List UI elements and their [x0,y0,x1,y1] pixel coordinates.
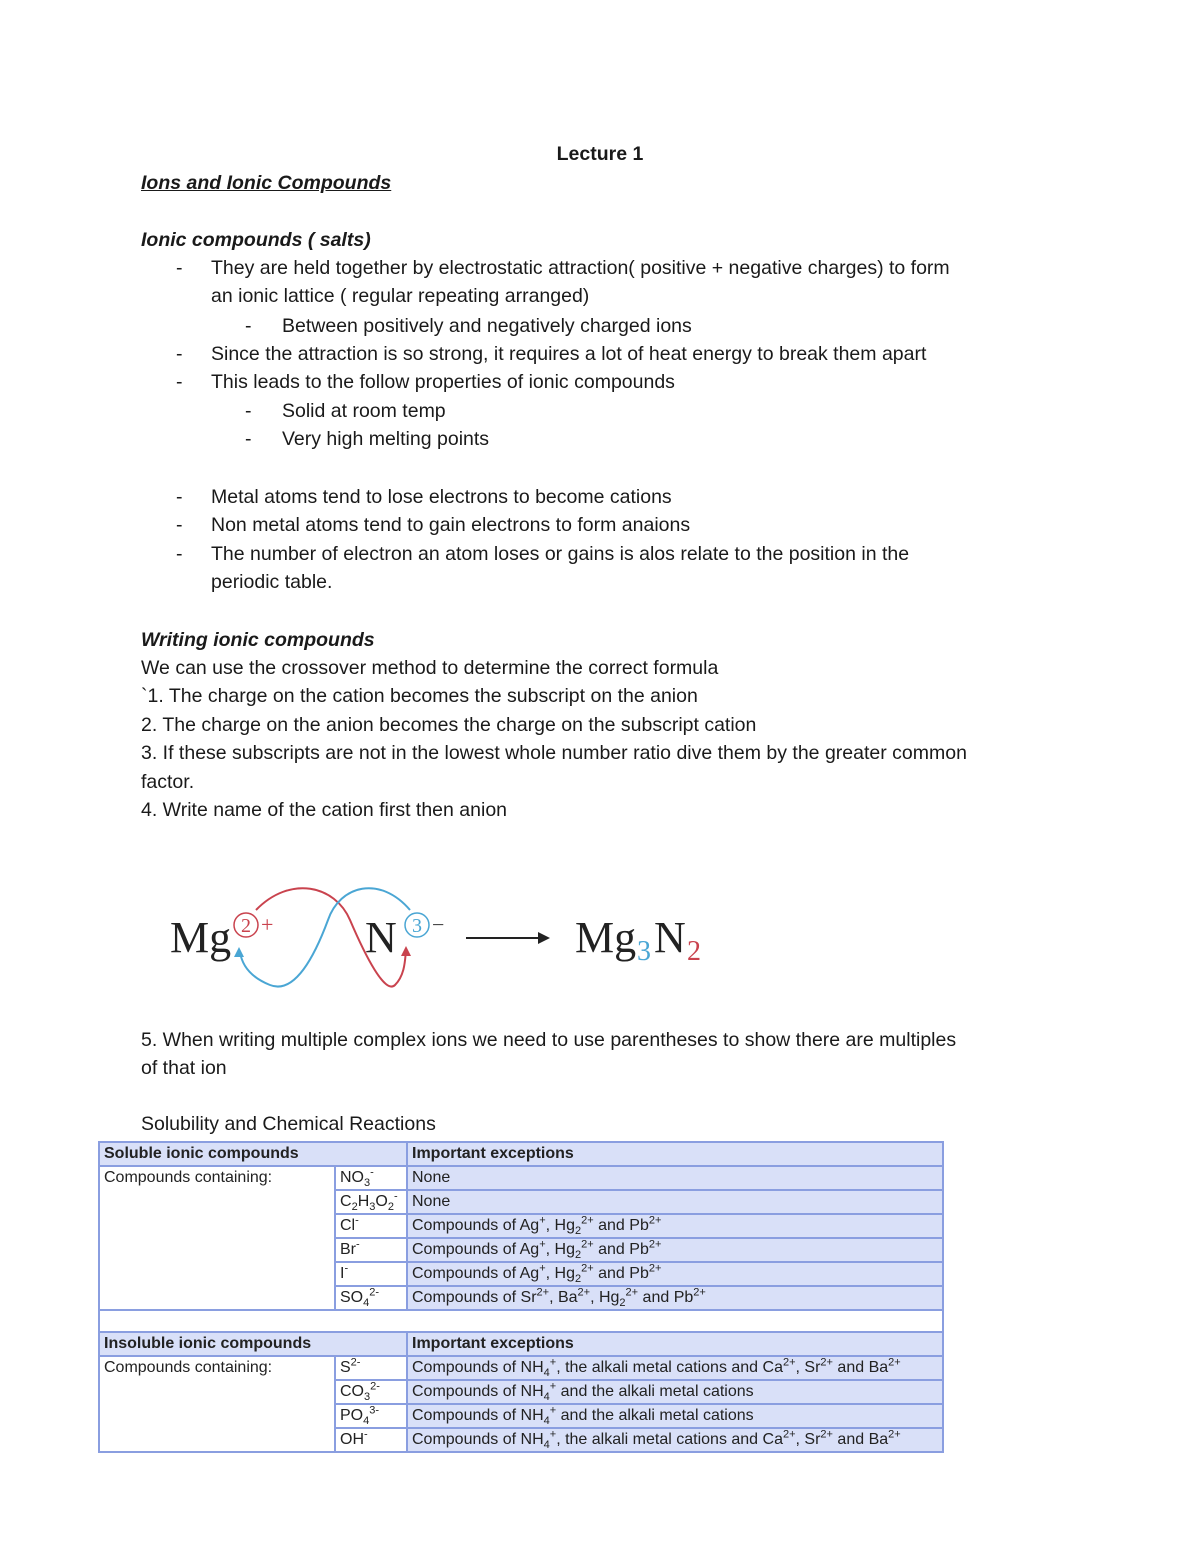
step-5-cont: of that ion [141,1057,227,1079]
bullet-text: This leads to the follow properties of ionic compounds [211,371,675,393]
exceptions-header: Important exceptions [407,1332,943,1356]
step-2: 2. The charge on the anion becomes the charge on the subscript cation [141,714,757,736]
bullet-dash: - [176,514,183,536]
main-heading: Ions and Ionic Compounds [141,172,392,194]
bullet-dash: - [176,543,183,565]
table-header-row [99,1332,943,1356]
bullet-dash: - [245,428,252,450]
exception-cell: Compounds of $NH_4^+$ and the alkali metal cations [407,1404,943,1428]
section-heading-ionic-compounds: Ionic compounds ( salts) [141,229,371,251]
ion-acetate: $C_2H_3O_2^-$ [340,1190,398,1214]
bullet-dash: - [176,371,183,393]
paragraph-text: We can use the crossover method to determine the correct formula [141,657,719,679]
bullet-text: The number of electron an atom loses or gains is alos relate to the position in the [211,543,910,565]
reaction-arrowhead [538,932,550,944]
ion-cell [335,1356,407,1380]
table-header-row [99,1142,943,1166]
product-anion-subscript: 2 [687,936,701,967]
ion-co3: $CO_3^{2-}$ [340,1380,380,1404]
ion-po4: $PO_4^{3-}$ [340,1404,380,1428]
ion-s: $S^{2-}$ [340,1356,361,1376]
anion-charge-sign: − [432,912,445,937]
ion-oh: OH- [340,1428,368,1448]
product-anion: N [654,913,686,962]
ion-i: I- [340,1262,349,1282]
bullet-dash: - [245,400,252,422]
blue-arrowhead [234,947,244,957]
ion-cell [335,1238,407,1262]
exception-cell: Compounds of Ag+, $Hg_2^{2+}$ and $Pb^{2+}$ [407,1214,943,1238]
compounds-containing-label: Compounds containing: [99,1166,335,1310]
step-4: 4. Write name of the cation first then anion [141,799,508,821]
section-heading-writing-ionic: Writing ionic compounds [141,629,375,651]
ion-cell [335,1190,407,1214]
bullet-text: periodic table. [211,571,333,593]
ion-so4: $SO_4^{2-}$ [340,1286,380,1310]
table-row [99,1356,943,1380]
sub-bullet-text: Very high melting points [282,428,490,450]
red-arrowhead [401,946,411,956]
ion-cell [335,1166,407,1190]
bullet-text: Since the attraction is so strong, it requires a lot of heat energy to break them apart [211,343,927,365]
spacer-cell [99,1310,943,1332]
ion-cell [335,1404,407,1428]
exception-cell: Compounds of Ag+, $Hg_2^{2+}$ and $Pb^{2+}$ [407,1238,943,1262]
bullet-dash: - [176,257,183,279]
exception-cell: Compounds of $Sr^{2+}$, $Ba^{2+}$, $Hg_2^{2+}$ and $Pb^{2+}$ [407,1286,943,1310]
exception-cell: Compounds of $NH_4^+$, the alkali metal cations and $Ca^{2+}$, $Sr^{2+}$ and $Ba^{2+}$ [407,1428,943,1452]
step-3: 3. If these subscripts are not in the lowest whole number ratio dive them by the greater common [141,742,967,764]
compounds-containing-label: Compounds containing: [99,1356,335,1452]
exception-cell: Compounds of $NH_4^+$, the alkali metal cations and $Ca^{2+}$, $Sr^{2+}$ and $Ba^{2+}$ [407,1356,943,1380]
exception-cell: Compounds of $NH_4^+$ and the alkali metal cations [407,1380,943,1404]
product-cation: Mg [575,913,637,962]
table-row [99,1166,943,1190]
bullet-dash: - [176,343,183,365]
bullet-text: Metal atoms tend to lose electrons to become cations [211,486,672,508]
soluble-header: Soluble ionic compounds [99,1142,407,1166]
exception-cell: Compounds of Ag+, $Hg_2^{2+}$ and $Pb^{2+}$ [407,1262,943,1286]
cation-symbol: Mg [170,913,232,962]
ion-cell [335,1380,407,1404]
step-3-cont: factor. [141,771,195,793]
exceptions-header: Important exceptions [407,1142,943,1166]
bullet-dash: - [176,486,183,508]
exception-cell: None [407,1190,943,1214]
anion-charge-number: 3 [412,915,422,937]
table-caption: Solubility and Chemical Reactions [141,1113,436,1135]
ion-no3: $NO_3^-$ [340,1166,374,1190]
product-cation-subscript: 3 [637,936,651,967]
sub-bullet-text: Solid at room temp [282,400,446,422]
anion-symbol: N [365,913,397,962]
exception-cell: None [407,1166,943,1190]
ion-cell [335,1428,407,1452]
ion-cell [335,1214,407,1238]
crossover-diagram [160,880,720,995]
bullet-text: an ionic lattice ( regular repeating arranged) [211,285,590,307]
bullet-text: They are held together by electrostatic attraction( positive + negative charges) to form [211,257,950,279]
ion-cl: Cl- [340,1214,359,1234]
cation-charge-sign: + [261,912,274,937]
ion-br: Br- [340,1238,360,1258]
ion-cell [335,1262,407,1286]
sub-bullet-text: Between positively and negatively charged ions [282,315,692,337]
insoluble-header: Insoluble ionic compounds [99,1332,407,1356]
step-5: 5. When writing multiple complex ions we need to use parentheses to show there are multiples [141,1029,957,1051]
page-title: Lecture 1 [556,143,644,165]
solubility-table [98,1141,944,1453]
step-1: `1. The charge on the cation becomes the subscript on the anion [141,685,698,707]
table-spacer-row [99,1310,943,1332]
bullet-dash: - [245,315,252,337]
ion-cell [335,1286,407,1310]
bullet-text: Non metal atoms tend to gain electrons to form anaions [211,514,691,536]
cation-charge-number: 2 [241,915,251,937]
